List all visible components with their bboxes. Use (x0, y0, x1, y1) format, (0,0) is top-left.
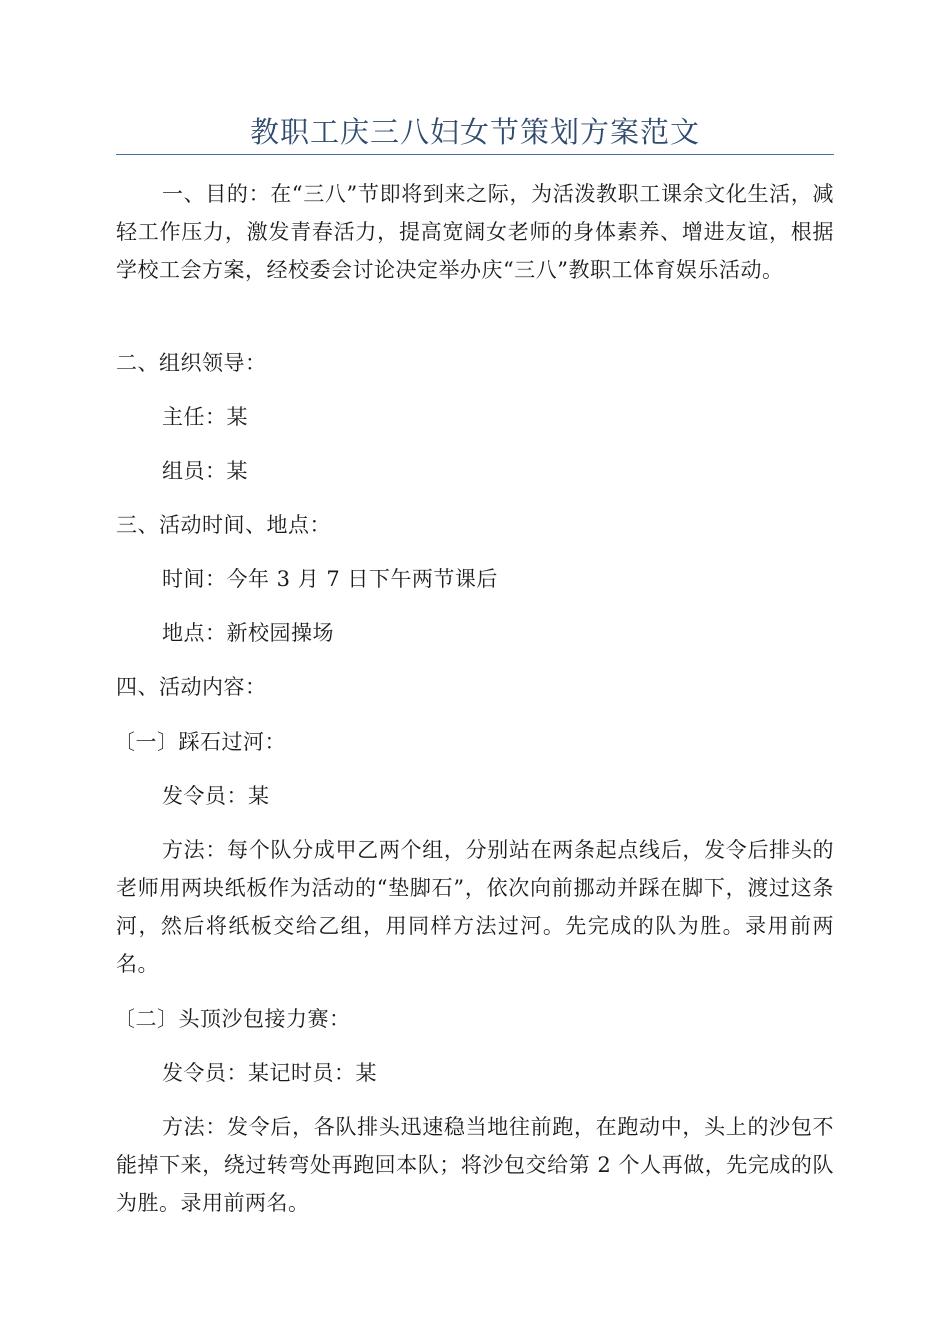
purpose-paragraph: 一、目的：在“三八”节即将到来之际，为活泼教职工课余文化生活，减轻工作压力，激发青春活力，提高宽阔女老师的身体素养、增进友谊，根据学校工会方案，经校委会讨论决定举办庆“三八”教职工体育娱乐活动。 (116, 182, 834, 282)
content-heading: 四、活动内容： (116, 675, 267, 699)
members-line: 组员：某 (162, 459, 248, 483)
item2-heading: 〔二〕头顶沙包接力赛： (114, 1007, 351, 1031)
document-title: 教职工庆三八妇女节策划方案范文 (249, 115, 700, 149)
item1-starter-line: 发令员：某 (162, 784, 270, 808)
title-underline (116, 154, 834, 155)
director-line: 主任：某 (162, 405, 248, 429)
item2-staff-line: 发令员：某记时员：某 (162, 1061, 377, 1085)
time-place-heading: 三、活动时间、地点： (116, 513, 331, 537)
item2-method-paragraph: 方法：发令后，各队排头迅速稳当地往前跑，在跑动中，头上的沙包不能掉下来，绕过转弯处再跑回本队；将沙包交给第 2 个人再做，先完成的队为胜。录用前两名。 (116, 1115, 834, 1215)
time-line: 时间：今年 3 月 7 日下午两节课后 (162, 567, 498, 591)
org-heading: 二、组织领导： (116, 351, 267, 375)
place-line: 地点：新校园操场 (162, 621, 334, 645)
item1-method-paragraph: 方法：每个队分成甲乙两个组，分别站在两条起点线后，发令后排头的老师用两块纸板作为活动的“垫脚石”，依次向前挪动并踩在脚下，渡过这条河，然后将纸板交给乙组，用同样方法过河。先完成的队为胜。录用前两名。 (116, 838, 834, 976)
item1-heading: 〔一〕踩石过河： (114, 730, 286, 754)
